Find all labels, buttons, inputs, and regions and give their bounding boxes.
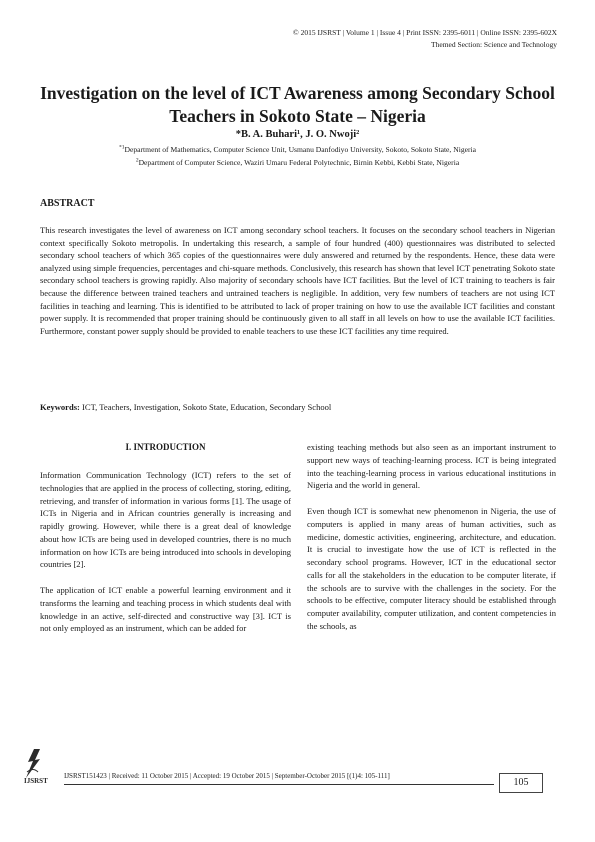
journal-logo-text: IJSRST [24,777,48,784]
journal-header [57,27,557,51]
left-column [40,441,291,648]
abstract-heading: ABSTRACT [40,198,95,209]
section-heading-introduction: I. INTRODUCTION [125,442,206,452]
journal-logo [22,748,62,784]
footer-divider [64,784,494,785]
journal-meta-line: © 2015 IJSRST | Volume 1 | Issue 4 | Print ISSN: 2395-6011 | Online ISSN: 2395-602X [293,28,557,37]
affiliation-1-marker: *1 [119,144,125,151]
paper-title: Investigation on the level of ICT Awareness among Secondary School Teachers in Sokoto State – Nigeria [40,83,555,126]
affiliation-1-text: Department of Mathematics, Computer Science Unit, Usmanu Danfodiyo University, Sokoto, Sokoto State, Nigeria [124,145,476,154]
affiliation-1 [40,145,555,155]
keywords-label: Keywords: [40,402,80,412]
intro-paragraph-2: The application of ICT enable a powerful learning environment and it transforms the learning and teaching process in which students deal with knowledge in an active, self-directed and constructive way [3]. ICT is not only employed as an instrument, which can be added for [40,585,291,634]
themed-section-line: Themed Section: Science and Technology [431,40,557,49]
intro-paragraph-1: Information Communication Technology (ICT) refers to the set of technologies that are applied in the process of collecting, storing, editing, retrieving, and transfer of information in various forms [1]. The usage of ICTs in Nigeria and in African countries generally is increasing and rapidly growing. However, while there is a great deal of knowledge about how ICTs are being used in developed countries, there is no much information on how ICTs are being introduced into schools in developing countries [2]. [40,470,292,570]
affiliation-2-text: Department of Computer Science, Waziri Umaru Federal Polytechnic, Birnin Kebbi, Kebbi State, Nigeria [138,158,460,167]
keywords-list: ICT, Teachers, Investigation, Sokoto State, Education, Secondary School [79,402,332,412]
abstract-body: This research investigates the level of awareness on ICT among secondary school teachers. It focuses on the secondary school teachers in Nigerian context specifically Sokoto metropolis. In undertaking this research, a sample of four hundred (400) questionnaires was distributed to selected secondary school teachers of which 365 copies of the questionnaires were duly answered and returned by the respondents. Hence, these data were analyzed using simple frequencies, percentages and chi-square methods. Conclusively, this research has shown that level ICT penetrating Sokoto state secondary school teachers is growing rapidly. Also majority of secondary schools have ICT facilities. But the level of ICT training to teachers is fair because the difference between trained teachers and untrained teachers is negligible. In addition, very few numbers of teachers are not using ICT facilities in teaching and learning. This is identified to be attributed to lack of proper training on how to use the available ICT facilities and constant power supply. It is recommended that proper training should be continuously given to all staff in all levels on how to use the available ICT facilities. Furthermore, constant power supply should be provided to enable teachers to use these ICT facilities any time required. [40,225,555,336]
intro-paragraph-4: Even though ICT is somewhat new phenomenon in Nigeria, the use of computers is applied in many areas of human activities, such as medicine, domestic activities, engineering, architecture, and education. It is crucial to investigate how the use of ICT is reflected in the secondary school programs. However, ICT in the educational sector calls for all the stakeholders in the education to be computer literate, if the schools are to survive with the challenges in the society. For the schools to be effective, computer literacy should be established through computer availability, computer utilization, and content competencies in the schools, as [307,506,556,631]
footer-citation: IJSRST151423 | Received: 11 October 2015 | Accepted: 19 October 2015 | September-October 2015 [(1)4: 105-111] [64,772,390,780]
affiliation-2-marker: 2 [135,157,139,164]
intro-paragraph-3: existing teaching methods but also seen as an important instrument to support new ways of teaching-learning process. ICT is being integrated into the teaching-learning process in various educational institutions in Nigeria and the world in general. [307,442,556,491]
keywords [40,401,555,413]
journal-logo-icon [22,748,62,784]
author-line: *B. A. Buhari¹, J. O. Nwoji² [235,129,360,140]
page-number: 105 [499,773,543,793]
affiliation-2 [40,158,555,168]
right-column [307,441,556,646]
